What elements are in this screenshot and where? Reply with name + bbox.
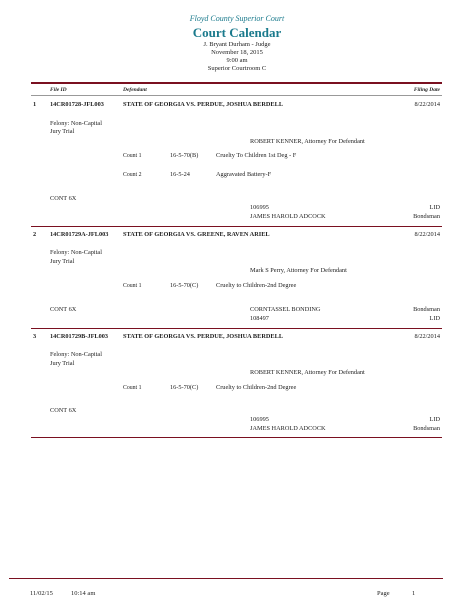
case-divider [31, 226, 442, 227]
case-trial: Jury Trial [50, 128, 75, 135]
case-continuance: CONT 6X [50, 407, 77, 414]
count-label: Count 1 [123, 153, 142, 159]
case-type: Felony: Non-Capital [50, 351, 102, 358]
case-filing-date: 8/22/2014 [414, 333, 440, 340]
bond-line-left: 108497 [250, 315, 269, 322]
case-title: STATE OF GEORGIA VS. GREENE, RAVEN ARIEL [123, 231, 270, 238]
count-description: Cruelty to Children-2nd Degree [216, 282, 297, 289]
case-attorney: Mark S Perry, Attorney For Defendant [250, 267, 347, 274]
case-type: Felony: Non-Capital [50, 249, 102, 256]
case-number: 3 [33, 333, 37, 340]
case-title: STATE OF GEORGIA VS. PERDUE, JOSHUA BERDELL [123, 101, 284, 108]
bond-line-left: JAMES HAROLD ADCOCK [250, 425, 326, 432]
column-file-id: File ID [50, 87, 67, 93]
bond-line-left: CORNTASSEL BONDING [250, 306, 321, 313]
calendar-time: 9:00 am [226, 57, 248, 64]
count-label: Count 2 [123, 172, 142, 178]
count-description: Cruelty to Children-2nd Degree [216, 384, 297, 391]
count-code: 16-5-24 [170, 171, 190, 178]
case-divider [31, 328, 442, 329]
page-title: Court Calendar [192, 25, 282, 40]
case-number: 1 [33, 101, 37, 108]
case-title: STATE OF GEORGIA VS. PERDUE, JOSHUA BERDELL [123, 333, 284, 340]
courtroom: Superior Courtroom C [207, 65, 267, 72]
count-label: Count 1 [123, 385, 142, 391]
case-file-id: 14CR01729A-JFL003 [50, 231, 109, 238]
case-number: 2 [33, 231, 37, 238]
count-code: 16-5-70(C) [170, 282, 199, 289]
court-name: Floyd County Superior Court [189, 14, 285, 23]
case-file-id: 14CR01728-JFL003 [50, 101, 104, 108]
bond-line-right: LID [429, 315, 440, 322]
footer-date: 11/02/15 [30, 590, 53, 597]
case-trial: Jury Trial [50, 360, 75, 367]
case-filing-date: 8/22/2014 [414, 231, 440, 238]
bond-line-right: Bondsman [413, 425, 440, 432]
header-rule-top [31, 82, 442, 84]
count-description: Cruelty To Children 1st Deg - F [216, 152, 297, 159]
count-label: Count 1 [123, 283, 142, 289]
count-code: 16-5-70(C) [170, 384, 199, 391]
case-attorney: ROBERT KENNER, Attorney For Defendant [250, 138, 365, 145]
case-trial: Jury Trial [50, 258, 75, 265]
column-filing-date: Filing Date [413, 87, 440, 93]
case-filing-date: 8/22/2014 [414, 101, 440, 108]
header-rule-bottom [31, 95, 442, 96]
bond-line-left: JAMES HAROLD ADCOCK [250, 213, 326, 220]
case-attorney: ROBERT KENNER, Attorney For Defendant [250, 369, 365, 376]
footer-page-label: Page [377, 590, 390, 597]
bond-line-left: 106995 [250, 204, 269, 211]
bond-line-right: Bondsman [413, 213, 440, 220]
footer-page-number: 1 [412, 590, 416, 597]
column-defendant: Defendant [123, 87, 147, 93]
case-divider [31, 437, 442, 438]
calendar-date: November 18, 2015 [211, 49, 263, 56]
bond-line-right: LID [429, 204, 440, 211]
case-continuance: CONT 6X [50, 306, 77, 313]
bond-line-right: LID [429, 416, 440, 423]
bond-line-left: 106995 [250, 416, 269, 423]
case-type: Felony: Non-Capital [50, 120, 102, 127]
case-file-id: 14CR01729B-JFL003 [50, 333, 109, 340]
case-continuance: CONT 6X [50, 195, 77, 202]
count-description: Aggravated Battery-F [216, 171, 272, 178]
footer-time: 10:14 am [71, 590, 96, 597]
footer-rule [9, 578, 443, 579]
judge-name: J. Bryant Durham - Judge [203, 41, 271, 48]
count-code: 16-5-70(B) [170, 152, 199, 159]
bond-line-right: Bondsman [413, 306, 440, 313]
